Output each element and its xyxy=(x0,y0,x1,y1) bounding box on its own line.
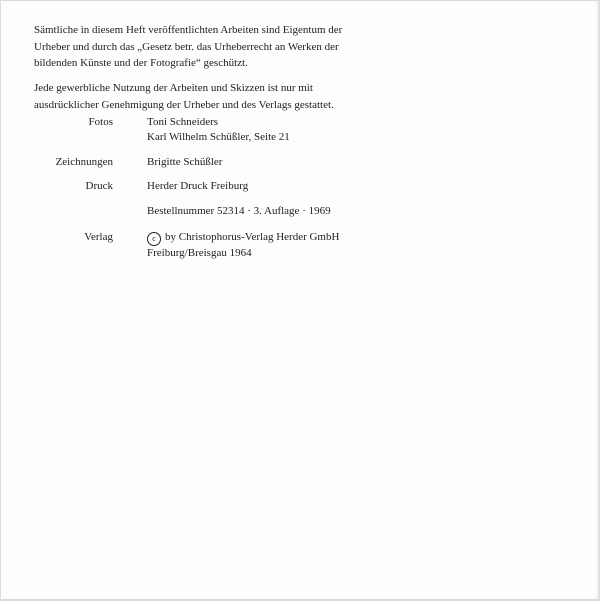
verlag-credit-2: Freiburg/Breisgau 1964 xyxy=(147,247,252,259)
rights-notice-line: Urheber und durch das „Gesetz betr. das Urheberrecht an Werken der xyxy=(34,40,339,53)
zeichnungen-credit: Brigitte Schüßler xyxy=(147,156,223,168)
copyright-icon: c xyxy=(147,232,161,246)
fotos-credit-2: Karl Wilhelm Schüßler, Seite 21 xyxy=(147,131,290,143)
druck-label: Druck xyxy=(85,180,113,192)
imprint-page xyxy=(1,1,599,599)
fotos-label: Fotos xyxy=(88,116,113,128)
rights-notice xyxy=(34,22,554,72)
order-number: Bestellnummer 52314 · 3. Auflage · 1969 xyxy=(147,205,331,217)
verlag-label: Verlag xyxy=(84,231,113,243)
verlag-name: by Christophorus-Verlag Herder GmbH xyxy=(165,231,340,243)
usage-notice-line: Jede gewerbliche Nutzung der Arbeiten und Skizzen ist nur mit xyxy=(34,82,313,94)
fotos-credit-1: Toni Schneiders xyxy=(147,116,219,128)
verlag-credit-1 xyxy=(147,229,339,246)
druck-credit: Herder Druck Freiburg xyxy=(147,180,249,192)
rights-notice-line: bildenden Künste und der Fotografie“ geschützt. xyxy=(34,57,248,69)
page-edge xyxy=(597,1,599,599)
zeichnungen-label: Zeichnungen xyxy=(55,156,113,168)
usage-notice xyxy=(34,80,554,113)
rights-notice-line: Sämtliche in diesem Heft veröffentlichten Arbeiten sind Eigentum der xyxy=(34,24,343,36)
usage-notice-line: ausdrücklicher Genehmigung der Urheber und des Verlags gestattet. xyxy=(34,98,334,111)
